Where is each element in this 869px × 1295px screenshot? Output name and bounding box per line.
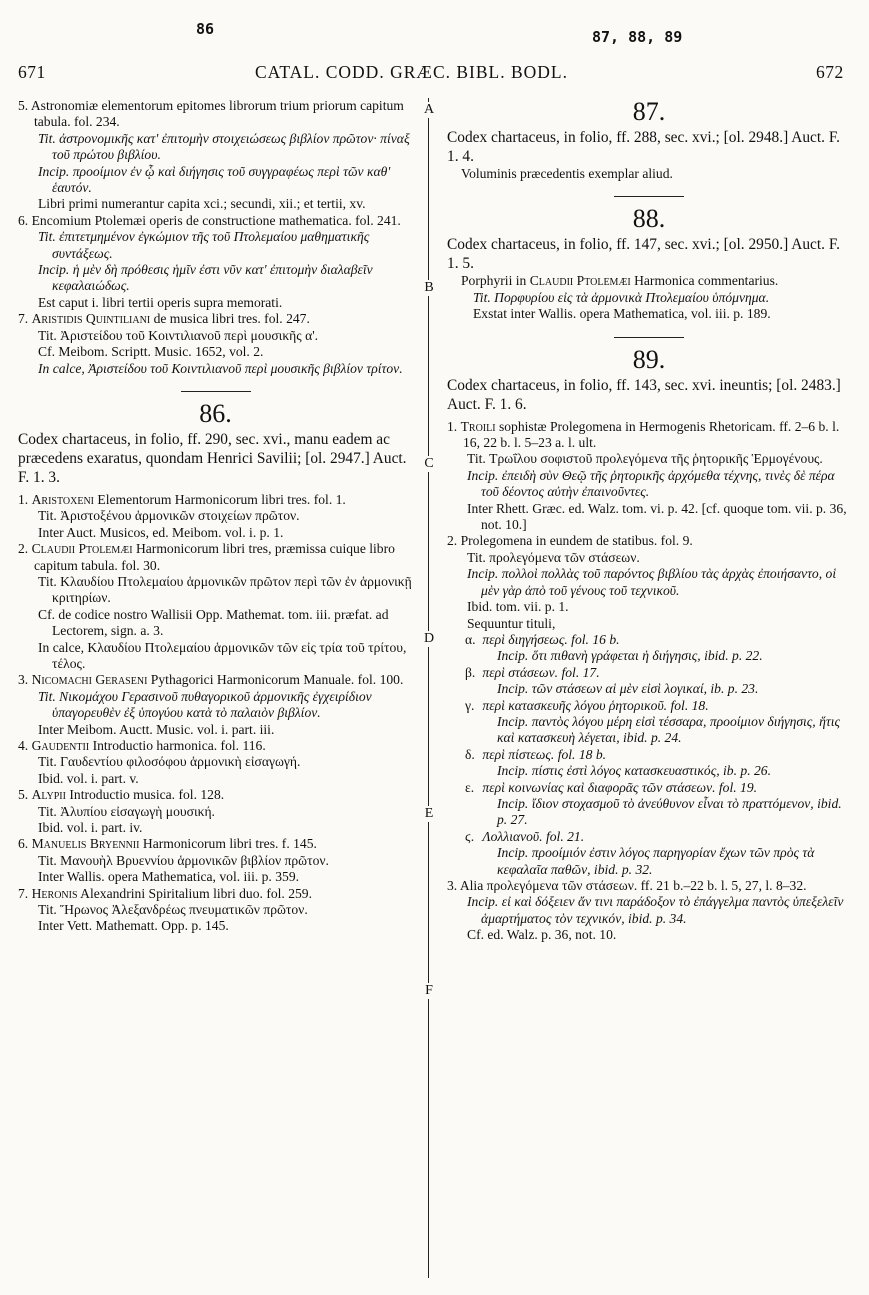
margin-mark-c: C bbox=[424, 456, 434, 471]
entry-reference: Inter Vett. Mathematt. Opp. p. 145. bbox=[38, 918, 229, 934]
entry-reference: Cf. de codice nostro Wallisii Opp. Mathemat. tom. iii. præfat. ad Lectorem, sign. a. 3. bbox=[38, 606, 389, 639]
entry-item: Porphyrii in Claudii Ptolemæi Harmonica commentarius. bbox=[461, 273, 779, 289]
margin-mark-f: F bbox=[423, 983, 435, 999]
codex-88-description: Codex chartaceus, in folio, ff. 147, sec. xvi.; [ol. 2950.] Auct. F. 1. 5. bbox=[447, 236, 841, 273]
entry-title: Tit. Μανουὴλ Βρυεννίου ἁρμονικῶν βιβλίον πρῶτον. bbox=[38, 852, 329, 868]
entry-calce: In calce, Ἀριστείδου τοῦ Κοιντιλιανοῦ περὶ μουσικῆς βιβλίον τρίτον. bbox=[38, 360, 403, 376]
entry-item: 1. Troili sophistæ Prolegomena in Hermogenis Rhetoricam. ff. 2–6 b. l. 16, 22 b. l. 5–23 a. l. ult. bbox=[447, 418, 840, 451]
entry-reference: Inter Rhett. Græc. ed. Walz. tom. vi. p. 42. [cf. quoque tom. vii. p. 36, not. 10.] bbox=[467, 500, 847, 533]
sub-item-incipit: Incip. παντὸς λόγου μέρη εἰσὶ τέσσαρα, προοίμιον διήγησις, ἥτις καὶ κατασκευὴ λέγεται, ibid. p. 24. bbox=[497, 713, 841, 746]
entry-reference: Ibid. vol. i. part. v. bbox=[38, 770, 139, 786]
sub-item-incipit: Incip. τῶν στάσεων αἱ μὲν εἰσὶ λογικαί, ib. p. 23. bbox=[497, 681, 759, 697]
entry-incipit: Incip. ἐπειδὴ σὺν Θεῷ τῆς ῥητορικῆς ἀρχόμεθα τέχνης, τινὲς δὲ πέρα τοῦ δέοντος αὐτὴν ἐπαινοῦντες. bbox=[467, 467, 835, 500]
entry-item: 3. Alia προλεγόμενα τῶν στάσεων. ff. 21 b.–22 b. l. 5, 27, l. 8–32. bbox=[447, 878, 807, 893]
entry-reference: Ibid. tom. vii. p. 1. bbox=[467, 599, 569, 615]
sub-item bbox=[447, 665, 851, 681]
section-rule bbox=[614, 196, 684, 197]
entry-title: Tit. Ἀλυπίου εἰσαγωγὴ μουσική. bbox=[38, 803, 215, 819]
entry-calce: In calce, Κλαυδίου Πτολεμαίου ἁρμονικῶν τῶν εἰς τρία τοῦ τρίτου, τέλος. bbox=[38, 639, 407, 671]
sub-item-label: γ. bbox=[465, 697, 475, 713]
entry-incipit: Incip. ἡ μὲν δὴ πρόθεσις ἡμῖν ἐστι νῦν κατ' ἐπιτομὴν διαλαβεῖν κεφαλαιώδως. bbox=[38, 262, 373, 294]
entry-item: 3. Nicomachi Geraseni Pythagorici Harmonicorum Manuale. fol. 100. bbox=[18, 672, 404, 688]
sub-item-title: περὶ κατασκευῆς λόγου ῥητορικοῦ. fol. 18. bbox=[482, 697, 709, 713]
entry-item: 4. Gaudentii Introductio harmonica. fol. 116. bbox=[18, 738, 266, 753]
sub-item bbox=[447, 698, 851, 714]
entry-item: 2. Claudii Ptolemæi Harmonicorum libri tres, præmissa cuique libro capitum tabula. fol. 30. bbox=[18, 541, 395, 573]
right-column bbox=[447, 98, 851, 944]
sub-item-incipit: Incip. πίστις ἐστὶ λόγος κατασκευαστικός, ib. p. 26. bbox=[497, 763, 771, 779]
codex-86-description: Codex chartaceus, in folio, ff. 290, sec. xvi., manu eadem ac præcedens exaratus, quondam Henrici Savilii; [ol. 2947.] Auct. F. 1. 3. bbox=[18, 430, 407, 486]
sub-item-title: περὶ στάσεων. fol. 17. bbox=[482, 664, 600, 680]
section-rule bbox=[614, 337, 684, 338]
entry-reference: Inter Wallis. opera Mathematica, vol. iii. p. 359. bbox=[38, 869, 300, 885]
column-divider bbox=[428, 98, 429, 1278]
sub-item-title: περὶ διηγήσεως. fol. 16 b. bbox=[482, 631, 620, 647]
sub-item-label: ε. bbox=[465, 779, 475, 795]
sub-item bbox=[447, 747, 851, 763]
entry-title: Tit. Τρωΐλου σοφιστοῦ προλεγόμενα τῆς ῥητορικῆς Ἑρμογένους. bbox=[467, 451, 823, 467]
margin-mark-e: E bbox=[424, 806, 434, 821]
sub-item bbox=[447, 780, 851, 796]
entry-item: 7. Aristidis Quintiliani de musica libri tres. fol. 247. bbox=[18, 311, 310, 327]
codex-89-number: 89. bbox=[632, 344, 666, 374]
entry-note: Sequuntur tituli, bbox=[467, 615, 556, 631]
entry-title: Tit. Ἥρωνος Ἀλεξανδρέως πνευματικῶν πρῶτον. bbox=[38, 902, 308, 918]
entry-title: Tit. Πορφυρίου εἰς τὰ ἁρμονικὰ Πτολεμαίου ὑπόμνημα. bbox=[473, 289, 770, 305]
sub-item-title: Λολλιανοῦ. fol. 21. bbox=[482, 828, 585, 844]
codex-88-number: 88. bbox=[632, 204, 666, 234]
sub-item-title: περὶ πίστεως. fol. 18 b. bbox=[482, 746, 607, 762]
entry-note: Libri primi numerantur capita xci.; secundi, xii.; et tertii, xv. bbox=[38, 196, 366, 212]
entry-reference: Inter Meibom. Auctt. Music. vol. i. part. iii. bbox=[38, 721, 275, 737]
entry-incipit: Incip. εἰ καὶ δόξειεν ἄν τινι παράδοξον τὸ ἐπάγγελμα παντὸς ὑπεξελεῖν ἁμαρτήματος τὸν τεχνικόν, ibid. p. 34. bbox=[467, 894, 844, 926]
entry-title: Tit. Γαυδεντίου φιλοσόφου ἁρμονικὴ εἰσαγωγή. bbox=[38, 754, 301, 770]
entry-title: Tit. ἀστρονομικῆς κατ' ἐπιτομὴν στοιχειώσεως βιβλίον πρῶτον· πίναξ τοῦ πρώτου βιβλίου. bbox=[38, 130, 410, 163]
handwritten-number-right: 87, 88, 89 bbox=[592, 28, 683, 46]
codex-87-number: 87. bbox=[632, 97, 666, 126]
entry-title: Tit. Νικομάχου Γερασινοῦ πυθαγορικοῦ ἁρμονικῆς ἐγχειρίδιον ὑπαγορευθὲν ἐξ ὑπογύου κατὰ τὸ παλαιὸν βιβλίον. bbox=[38, 688, 372, 721]
sub-item-label: ϛ. bbox=[465, 828, 475, 844]
sub-item bbox=[447, 829, 851, 845]
entry-title: Tit. Ἀριστείδου τοῦ Κοιντιλιανοῦ περὶ μουσικῆς α'. bbox=[38, 327, 319, 343]
margin-mark-a: A bbox=[423, 102, 435, 117]
sub-item bbox=[447, 632, 851, 648]
entry-item: 2. Prolegomena in eundem de statibus. fol. 9. bbox=[447, 533, 693, 549]
entry-reference: Inter Auct. Musicos, ed. Meibom. vol. i. p. 1. bbox=[38, 524, 284, 540]
sub-item-label: α. bbox=[465, 631, 476, 647]
sub-item-label: δ. bbox=[465, 746, 475, 762]
entry-item: 5. Alypii Introductio musica. fol. 128. bbox=[18, 787, 225, 803]
codex-87-note: Voluminis præcedentis exemplar aliud. bbox=[461, 166, 673, 181]
entry-reference: Ibid. vol. i. part. iv. bbox=[38, 820, 143, 836]
entry-reference: Cf. Meibom. Scriptt. Music. 1652, vol. 2. bbox=[38, 344, 264, 360]
sub-item-incipit: Incip. ὅτι πιθανὴ γράφεται ἡ διήγησις, ibid. p. 22. bbox=[497, 648, 763, 664]
entry-incipit: Incip. πολλοὶ πολλὰς τοῦ παρόντος βιβλίου τὰς ἀρχὰς ἐποιήσαντο, οἱ μὲν γὰρ ἀπὸ τοῦ γένους τοῦ τεχνικοῦ. bbox=[467, 566, 837, 598]
entry-note: Est caput i. libri tertii operis supra memorati. bbox=[38, 294, 283, 310]
entry-title: Tit. Ἀριστοξένου ἁρμονικῶν στοιχείων πρῶτον. bbox=[38, 508, 300, 524]
entry-reference: Exstat inter Wallis. opera Mathematica, vol. iii. p. 189. bbox=[473, 306, 771, 322]
entry-title: Tit. προλεγόμενα τῶν στάσεων. bbox=[467, 549, 640, 565]
entry-item: 5. Astronomiæ elementorum epitomes librorum trium priorum capitum tabula. fol. 234. bbox=[18, 98, 404, 130]
margin-mark-b: B bbox=[424, 280, 434, 295]
left-column bbox=[18, 98, 413, 935]
entry-title: Tit. Κλαυδίου Πτολεμαίου ἁρμονικῶν πρῶτον περὶ τῶν ἐν ἁρμονικῇ κριτηρίων. bbox=[38, 573, 412, 606]
running-title: CATAL. CODD. GRÆC. BIBL. BODL. bbox=[255, 62, 568, 82]
section-rule bbox=[181, 391, 251, 392]
sub-item-label: β. bbox=[465, 664, 476, 680]
entry-item: 6. Manuelis Bryennii Harmonicorum libri tres. f. 145. bbox=[18, 836, 317, 852]
right-page-number: 672 bbox=[816, 62, 844, 82]
sub-item-incipit: Incip. ἴδιον στοχασμοῦ τὸ ἀνεύθυνον εἶναι τὸ πραττόμενον, ibid. p. 27. bbox=[497, 795, 842, 828]
margin-mark-d: D bbox=[423, 631, 435, 646]
sub-item-incipit: Incip. προοίμιόν ἐστιν λόγος παρηγορίαν ἔχων τῶν πρὸς τὰ κεφαλαῖα παθῶν, ibid. p. 32. bbox=[497, 845, 815, 877]
codex-86-number: 86. bbox=[199, 398, 232, 428]
entry-title: Tit. ἐπιτετμημένον ἐγκώμιον τῆς τοῦ Πτολεμαίου μαθηματικῆς συντάξεως. bbox=[38, 229, 370, 261]
handwritten-number-left: 86 bbox=[196, 20, 215, 38]
entry-item: 6. Encomium Ptolemæi operis de constructione mathematica. fol. 241. bbox=[18, 212, 401, 228]
left-page-number: 671 bbox=[18, 62, 46, 82]
entry-item: 1. Aristoxeni Elementorum Harmonicorum libri tres. fol. 1. bbox=[18, 491, 346, 507]
sub-item-title: περὶ κοινωνίας καὶ διαφορᾶς τῶν στάσεων. fol. 19. bbox=[482, 779, 758, 795]
entry-item: 7. Heronis Alexandrini Spiritalium libri duo. fol. 259. bbox=[18, 885, 313, 901]
codex-87-description: Codex chartaceus, in folio, ff. 288, sec. xvi.; [ol. 2948.] Auct. F. 1. 4. bbox=[447, 129, 841, 165]
codex-89-description: Codex chartaceus, in folio, ff. 143, sec. xvi. ineuntis; [ol. 2483.] Auct. F. 1. 6. bbox=[447, 376, 841, 413]
entry-reference: Cf. ed. Walz. p. 36, not. 10. bbox=[467, 927, 617, 943]
entry-incipit: Incip. προοίμιον ἐν ᾧ καὶ διήγησις τοῦ συγγραφέως περὶ τῶν καθ' ἑαυτόν. bbox=[38, 163, 391, 196]
